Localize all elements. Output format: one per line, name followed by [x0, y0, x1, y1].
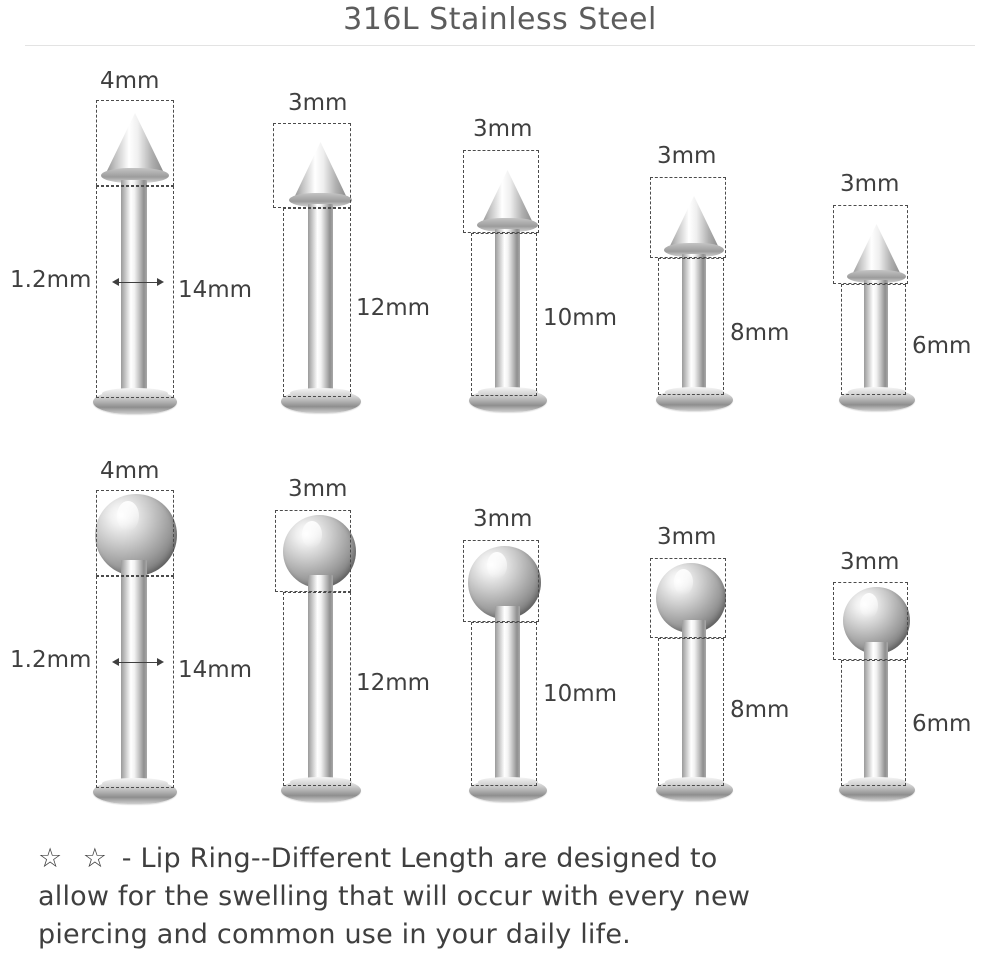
top-size-label: 4mm	[100, 68, 160, 94]
length-box	[841, 660, 906, 786]
star-icon: ☆ ☆	[38, 843, 113, 874]
top-size-box	[275, 510, 351, 592]
gauge-label: 1.2mm	[10, 647, 92, 673]
top-size-label: 3mm	[288, 476, 348, 502]
length-box	[658, 638, 724, 786]
top-size-box	[833, 205, 908, 284]
top-size-label: 3mm	[473, 116, 533, 142]
gauge-arrow-icon	[112, 278, 164, 287]
length-label: 8mm	[730, 697, 790, 723]
length-label: 14mm	[178, 277, 253, 303]
footer-line-2: allow for the swelling that will occur with every new	[38, 881, 751, 912]
length-label: 10mm	[543, 681, 618, 707]
gauge-arrow-icon	[112, 658, 164, 667]
top-size-label: 3mm	[473, 506, 533, 532]
length-box	[658, 258, 724, 395]
top-size-box	[96, 100, 174, 186]
length-box	[841, 284, 906, 395]
top-size-label: 3mm	[657, 143, 717, 169]
top-size-box	[463, 150, 539, 233]
length-label: 12mm	[356, 295, 431, 321]
length-label: 12mm	[356, 670, 431, 696]
top-size-label: 4mm	[100, 458, 160, 484]
top-size-box	[650, 558, 726, 638]
length-label: 8mm	[730, 320, 790, 346]
footer-line-3: piercing and common use in your daily life.	[38, 919, 631, 950]
length-label: 6mm	[912, 711, 972, 737]
top-size-box	[833, 582, 908, 660]
length-box	[96, 576, 174, 788]
top-size-label: 3mm	[288, 90, 348, 116]
top-size-label: 3mm	[840, 171, 900, 197]
page-title: 316L Stainless Steel	[343, 2, 657, 37]
footer-note	[38, 840, 968, 954]
top-size-box	[273, 123, 351, 208]
gauge-label: 1.2mm	[10, 267, 92, 293]
top-size-label: 3mm	[657, 524, 717, 550]
length-box	[283, 592, 351, 786]
top-size-box	[463, 540, 539, 622]
length-box	[471, 233, 537, 396]
length-label: 10mm	[543, 305, 618, 331]
length-box	[283, 208, 351, 397]
length-label: 6mm	[912, 333, 972, 359]
top-size-label: 3mm	[840, 549, 900, 575]
top-size-box	[650, 177, 726, 258]
length-box	[471, 622, 537, 786]
top-size-box	[96, 490, 174, 576]
length-box	[96, 186, 174, 398]
footer-text-1: - Lip Ring--Different Length are designed to	[113, 843, 718, 874]
footer-line-1	[38, 840, 968, 878]
length-label: 14mm	[178, 657, 253, 683]
